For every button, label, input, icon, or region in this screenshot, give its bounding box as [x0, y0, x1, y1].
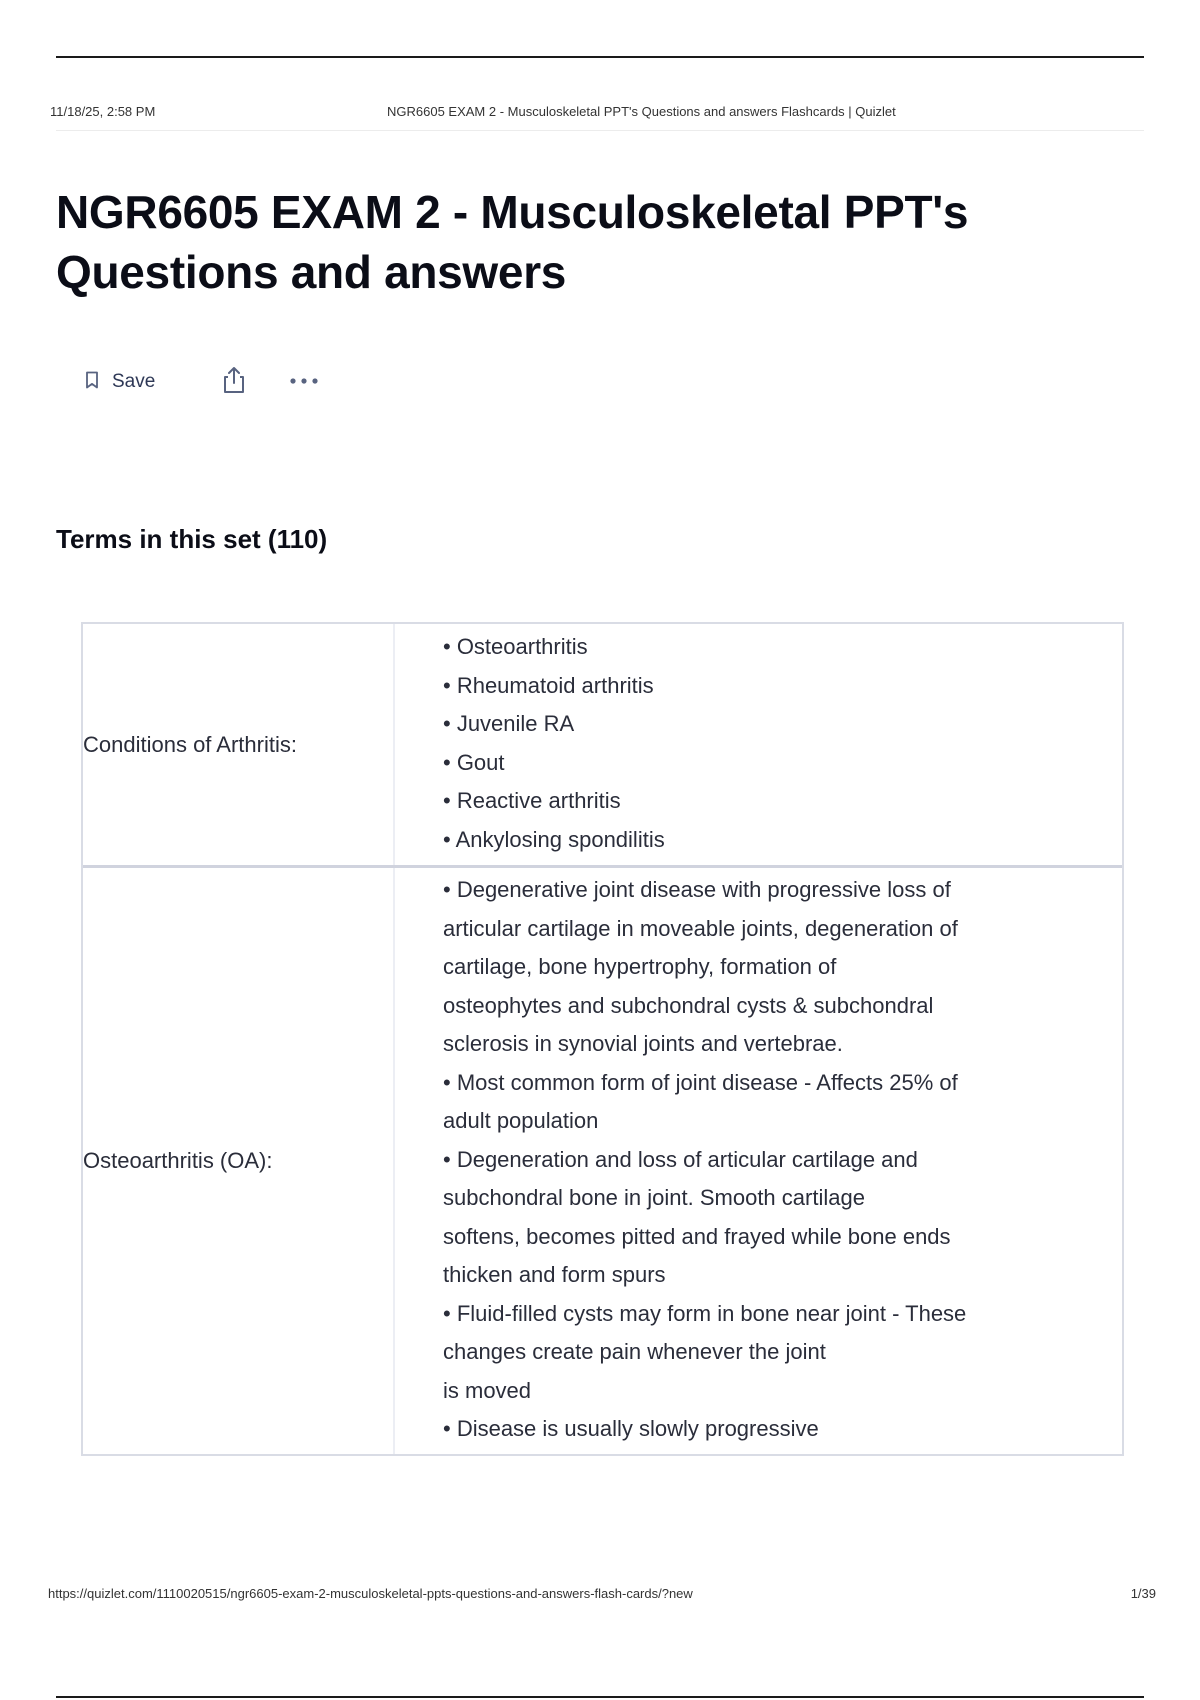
definition-cell — [395, 624, 1122, 865]
page-title-line-2: Questions and answers — [56, 246, 567, 298]
definition-line: • Degenerative joint disease with progressive loss of — [443, 877, 951, 902]
header-divider — [56, 130, 1144, 131]
definition-line: • Gout — [443, 749, 505, 775]
share-button[interactable] — [218, 366, 250, 398]
definition-line: sclerosis in synovial joints and vertebrae. — [443, 1031, 843, 1056]
terms-table — [81, 622, 1124, 1456]
definition-line: • Juvenile RA — [443, 711, 575, 736]
definition-line: • Osteoarthritis — [443, 634, 588, 659]
definition-line: softens, becomes pitted and frayed while bone ends — [443, 1223, 951, 1249]
definition-line: • Disease is usually slowly progressive — [443, 1416, 819, 1441]
definition-line: thicken and form spurs — [443, 1262, 666, 1287]
term-cell: Osteoarthritis (OA): — [83, 868, 395, 1454]
share-icon — [220, 365, 248, 400]
definition-line: • Most common form of joint disease - Affects 25% of — [443, 1069, 958, 1095]
more-options-button[interactable] — [286, 366, 322, 398]
definition-line: • Fluid-filled cysts may form in bone near joint - These — [443, 1300, 967, 1326]
definition-line: cartilage, bone hypertrophy, formation of — [443, 954, 837, 979]
definition-line: is moved — [443, 1377, 532, 1403]
definition-line: • Degeneration and loss of articular cartilage and — [443, 1146, 918, 1172]
print-doc-title: NGR6605 EXAM 2 - Musculoskeletal PPT's Questions and answers Flashcards | Quizlet — [387, 104, 896, 119]
definition-line: • Rheumatoid arthritis — [443, 672, 654, 698]
bottom-rule — [56, 1696, 1144, 1698]
term-row[interactable] — [83, 865, 1122, 1454]
definition-line: articular cartilage in moveable joints, degeneration of — [443, 915, 958, 941]
save-button[interactable] — [84, 366, 155, 398]
page-title-line-1: NGR6605 EXAM 2 - Musculoskeletal PPT's — [56, 186, 969, 238]
definition-line: changes create pain whenever the joint — [443, 1339, 826, 1364]
terms-heading: Terms in this set (110) — [56, 524, 328, 554]
bookmark-icon — [84, 370, 100, 395]
page-title — [56, 182, 1116, 302]
page-number: 1/39 — [1130, 1586, 1156, 1601]
definition-line: • Reactive arthritis — [443, 788, 621, 813]
more-icon — [288, 373, 320, 391]
print-header — [50, 104, 1150, 124]
top-rule — [56, 56, 1144, 58]
definition-line: adult population — [443, 1108, 599, 1133]
definition-line: osteophytes and subchondral cysts & subchondral — [443, 992, 934, 1018]
definition-line: • Ankylosing spondilitis — [443, 826, 665, 852]
save-label: Save — [112, 371, 156, 392]
term-cell: Conditions of Arthritis: — [83, 624, 395, 865]
print-datetime: 11/18/25, 2:58 PM — [50, 104, 156, 119]
term-row[interactable] — [83, 624, 1122, 865]
definition-cell — [395, 868, 1122, 1454]
definition-line: subchondral bone in joint. Smooth cartilage — [443, 1185, 865, 1210]
print-url: https://quizlet.com/1110020515/ngr6605-exam-2-musculoskeletal-ppts-questions-and-answers-flash-cards/?new — [48, 1586, 693, 1601]
